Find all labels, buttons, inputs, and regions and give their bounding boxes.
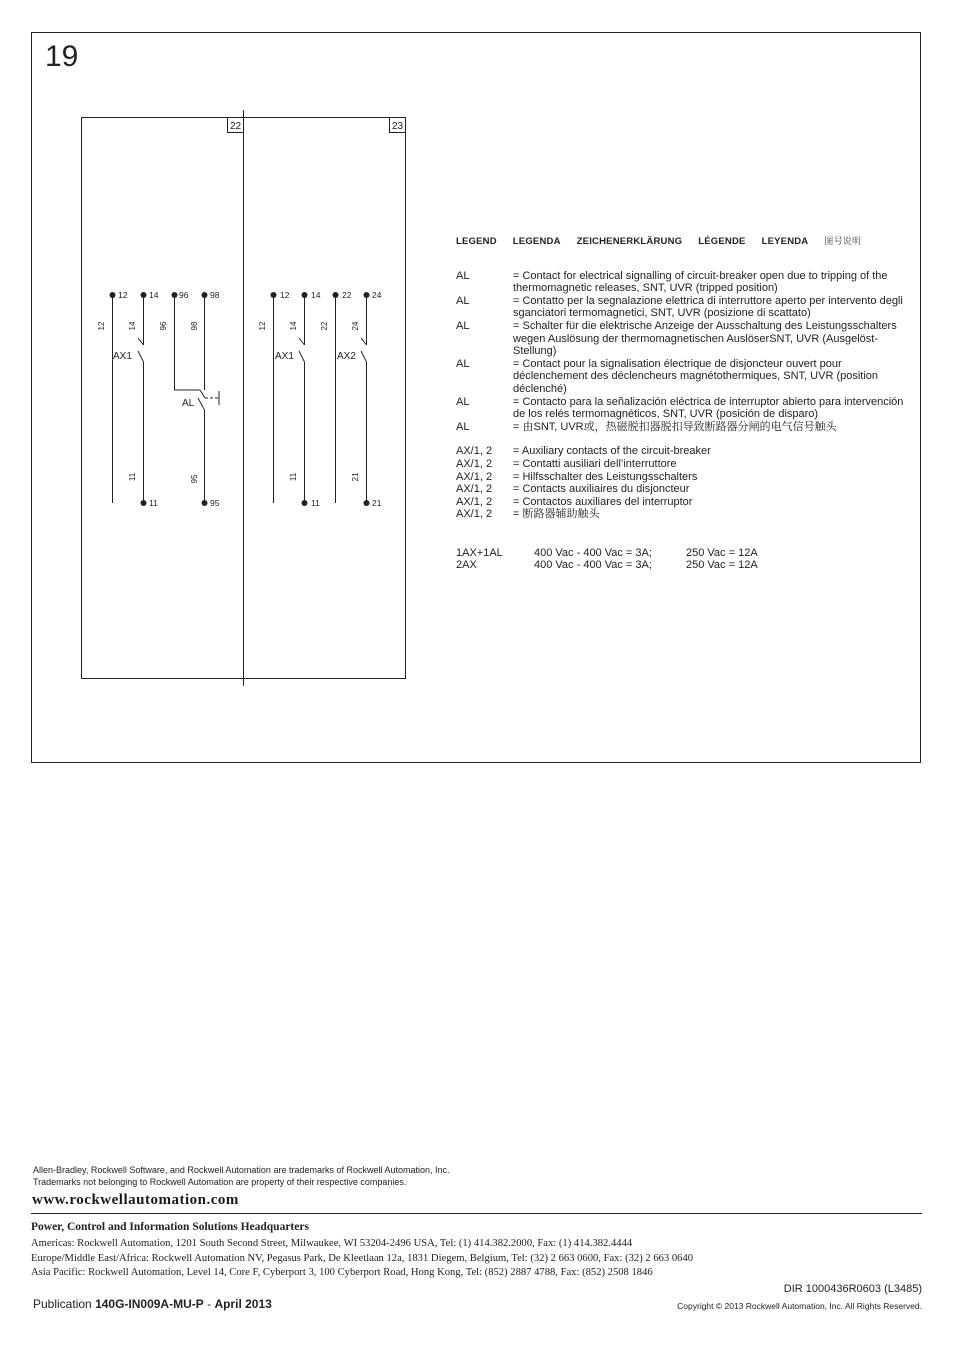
- legend-key: AL: [456, 420, 470, 433]
- legend-row: [456, 295, 916, 320]
- left-contact-labels: [113, 351, 195, 409]
- vertical-label: 12: [97, 321, 106, 331]
- legend-key: AX/1, 2: [456, 445, 493, 458]
- rating-row: [456, 547, 916, 560]
- terminal-dot: [364, 500, 370, 506]
- vertical-label: 95: [190, 474, 199, 484]
- rating-value: 250 Vac = 12A: [686, 546, 758, 559]
- terminal-label: 24: [372, 290, 382, 300]
- vertical-label: 98: [190, 321, 199, 331]
- legend-value: = Contatti ausiliari dell’interruttore: [513, 457, 677, 470]
- left-panel-number: 22: [229, 121, 242, 132]
- terminal-dot: [333, 292, 339, 298]
- legend-value: = Contact pour la signalisation électrique de disjoncteur ouvert pour déclenchement des déclencheurs magnétothermiques, SNT, UVR (position déclenché): [513, 357, 879, 395]
- legend-row: [456, 508, 916, 521]
- vertical-label: 12: [258, 321, 267, 331]
- right-bottom-terminal-labels: [311, 498, 382, 508]
- vertical-label: 11: [128, 472, 137, 482]
- headquarters-block: [31, 1220, 931, 1281]
- legend-value: = Contatto per la segnalazione elettrica di interruttore aperto per intervento degli sganciatori termomagnetici, SNT, UVR (posizione di scattato): [513, 294, 903, 320]
- terminal-label: 11: [311, 498, 320, 508]
- publication-prefix: Publication: [33, 1297, 92, 1311]
- legend-row: [456, 270, 916, 295]
- hq-asia: Asia Pacific: Rockwell Automation, Level 14, Core F, Cyberport 3, 100 Cyberport Road, Hong Kong, Tel: (852) 2887 4788, Fax: (852) 2508 1846: [31, 1267, 653, 1279]
- legend-heading: 图号说明: [824, 237, 862, 247]
- trademark-line: Allen-Bradley, Rockwell Software, and Rockwell Automation are trademarks of Rockwell Automation, Inc.: [33, 1165, 450, 1175]
- legend-headings: [456, 236, 916, 249]
- legend-value: = Contact for electrical signalling of circuit-breaker open due to tripping of the thermomagnetic releases, SNT, UVR (tripped position): [513, 269, 888, 295]
- legend-value: = Auxiliary contacts of the circuit-breaker: [513, 445, 711, 458]
- legend: [456, 236, 916, 572]
- vertical-label: 11: [289, 472, 298, 482]
- legend-value: = Schalter für die elektrische Anzeige der Ausschaltung des Leistungsschalters wegen Auslösung der thermomagnetischen AuslöserSNT, UVR (Ausgelöst-Stellung): [513, 319, 897, 358]
- trademark-line: Trademarks not belonging to Rockwell Automation are property of their respective companies.: [33, 1177, 407, 1187]
- legend-key: AX/1, 2: [456, 470, 493, 483]
- ax-entries: [456, 445, 916, 521]
- publication-separator: -: [203, 1297, 215, 1311]
- terminal-label: 14: [311, 290, 321, 300]
- hq-americas: Americas: Rockwell Automation, 1201 South Second Street, Milwaukee, WI 53204-2496 USA, Tel: (1) 414.382.2000, Fax: (1) 414.382.4444: [31, 1238, 633, 1250]
- contact-label-ax1: AX1: [275, 351, 294, 362]
- terminal-dot: [172, 292, 178, 298]
- legend-key: AX/1, 2: [456, 508, 493, 521]
- legend-value: = Contacto para la señalización eléctrica de interruptor abierto para intervención de los relés termomagnéticos, SNT, UVR (posición de disparo): [513, 395, 904, 421]
- hq-title: Power, Control and Information Solutions Headquarters: [31, 1221, 309, 1233]
- contact-label-ax1: AX1: [113, 351, 132, 362]
- terminal-label: 12: [280, 290, 290, 300]
- page-number: 19: [45, 40, 79, 73]
- legend-row: [456, 320, 916, 358]
- contact-label-ax2: AX2: [337, 351, 356, 362]
- terminal-label: 95: [210, 498, 220, 508]
- contact-ratings: [456, 547, 916, 572]
- legend-value: = 由SNT, UVR或，热磁脱扣器脱扣导致断路器分闸的电气信号触头: [513, 420, 837, 433]
- legend-row: [456, 421, 916, 434]
- rating-row: [456, 559, 916, 572]
- terminal-dot: [141, 500, 147, 506]
- legend-row: [456, 496, 916, 509]
- publication-id: 140G-IN009A-MU-P: [95, 1297, 204, 1311]
- legend-key: AL: [456, 319, 470, 332]
- terminal-label: 21: [372, 498, 382, 508]
- terminal-dot: [202, 292, 208, 298]
- legend-row: [456, 396, 916, 421]
- rating-key: 1AX+1AL: [456, 546, 503, 559]
- dir-number: DIR 1000436R0603 (L3485): [783, 1283, 922, 1295]
- legend-heading: LEGEND: [456, 236, 497, 247]
- terminal-label: 96: [179, 290, 189, 300]
- vertical-label: 22: [320, 321, 329, 331]
- vertical-label: 96: [159, 321, 168, 331]
- publication-line: [33, 1297, 272, 1311]
- legend-row: [456, 483, 916, 496]
- terminal-dot: [110, 292, 116, 298]
- hq-emea: Europe/Middle East/Africa: Rockwell Automation NV, Pegasus Park, De Kleetlaan 12a, 1831 Diegem, Belgium, Tel: (32) 2 663 0600, Fax: (32) 2 663 0640: [31, 1252, 694, 1264]
- contact-label-al: AL: [182, 398, 195, 409]
- legend-key: AL: [456, 395, 470, 408]
- legend-value: = Contacts auxiliaires du disjoncteur: [513, 483, 690, 496]
- legend-key: AX/1, 2: [456, 495, 493, 508]
- right-panel-box: [244, 118, 406, 679]
- rating-value: 400 Vac - 400 Vac = 3A;: [534, 559, 652, 572]
- website-link[interactable]: www.rockwellautomation.com: [32, 1192, 239, 1208]
- legend-key: AL: [456, 357, 470, 370]
- legend-key: AL: [456, 294, 470, 307]
- legend-row: [456, 458, 916, 471]
- legend-heading: ZEICHENERKLÄRUNG: [576, 236, 683, 247]
- rating-value: 250 Vac = 12A: [686, 559, 758, 572]
- footer-divider: [31, 1213, 922, 1214]
- legend-heading: LEGENDA: [512, 236, 561, 247]
- left-bottom-terminal-labels: [149, 498, 220, 508]
- terminal-label: 11: [149, 498, 158, 508]
- vertical-label: 14: [289, 321, 298, 331]
- legend-key: AX/1, 2: [456, 457, 493, 470]
- legend-row: [456, 471, 916, 484]
- rating-key: 2AX: [456, 559, 477, 572]
- copyright: Copyright © 2013 Rockwell Automation, Inc. All Rights Reserved.: [677, 1301, 922, 1311]
- terminal-dot: [302, 292, 308, 298]
- terminal-dot: [364, 292, 370, 298]
- legend-value: = Hilfsschalter des Leistungsschalters: [513, 470, 698, 483]
- legend-value: = Contactos auxiliares del interruptor: [513, 495, 693, 508]
- right-panel-number: 23: [391, 121, 404, 132]
- terminal-label: 12: [118, 290, 128, 300]
- vertical-label: 14: [128, 321, 137, 331]
- vertical-label: 21: [351, 472, 360, 482]
- al-entries: [456, 270, 916, 434]
- terminal-dot: [271, 292, 277, 298]
- legend-key: AX/1, 2: [456, 483, 493, 496]
- terminal-label: 22: [342, 290, 352, 300]
- right-contact-labels: [275, 351, 356, 362]
- rating-value: 400 Vac - 400 Vac = 3A;: [534, 546, 652, 559]
- legend-key: AL: [456, 269, 470, 282]
- legend-value: = 断路器辅助触头: [513, 508, 600, 521]
- terminal-label: 98: [210, 290, 220, 300]
- legend-row: [456, 358, 916, 396]
- legend-heading: LEYENDA: [761, 236, 809, 247]
- trademark-notice: [33, 1164, 450, 1188]
- legend-row: [456, 445, 916, 458]
- terminal-dot: [202, 500, 208, 506]
- terminal-dot: [302, 500, 308, 506]
- vertical-label: 24: [351, 321, 360, 331]
- terminal-label: 14: [149, 290, 159, 300]
- publication-date: April 2013: [214, 1297, 272, 1311]
- legend-heading: LÉGENDE: [698, 236, 746, 247]
- terminal-dot: [141, 292, 147, 298]
